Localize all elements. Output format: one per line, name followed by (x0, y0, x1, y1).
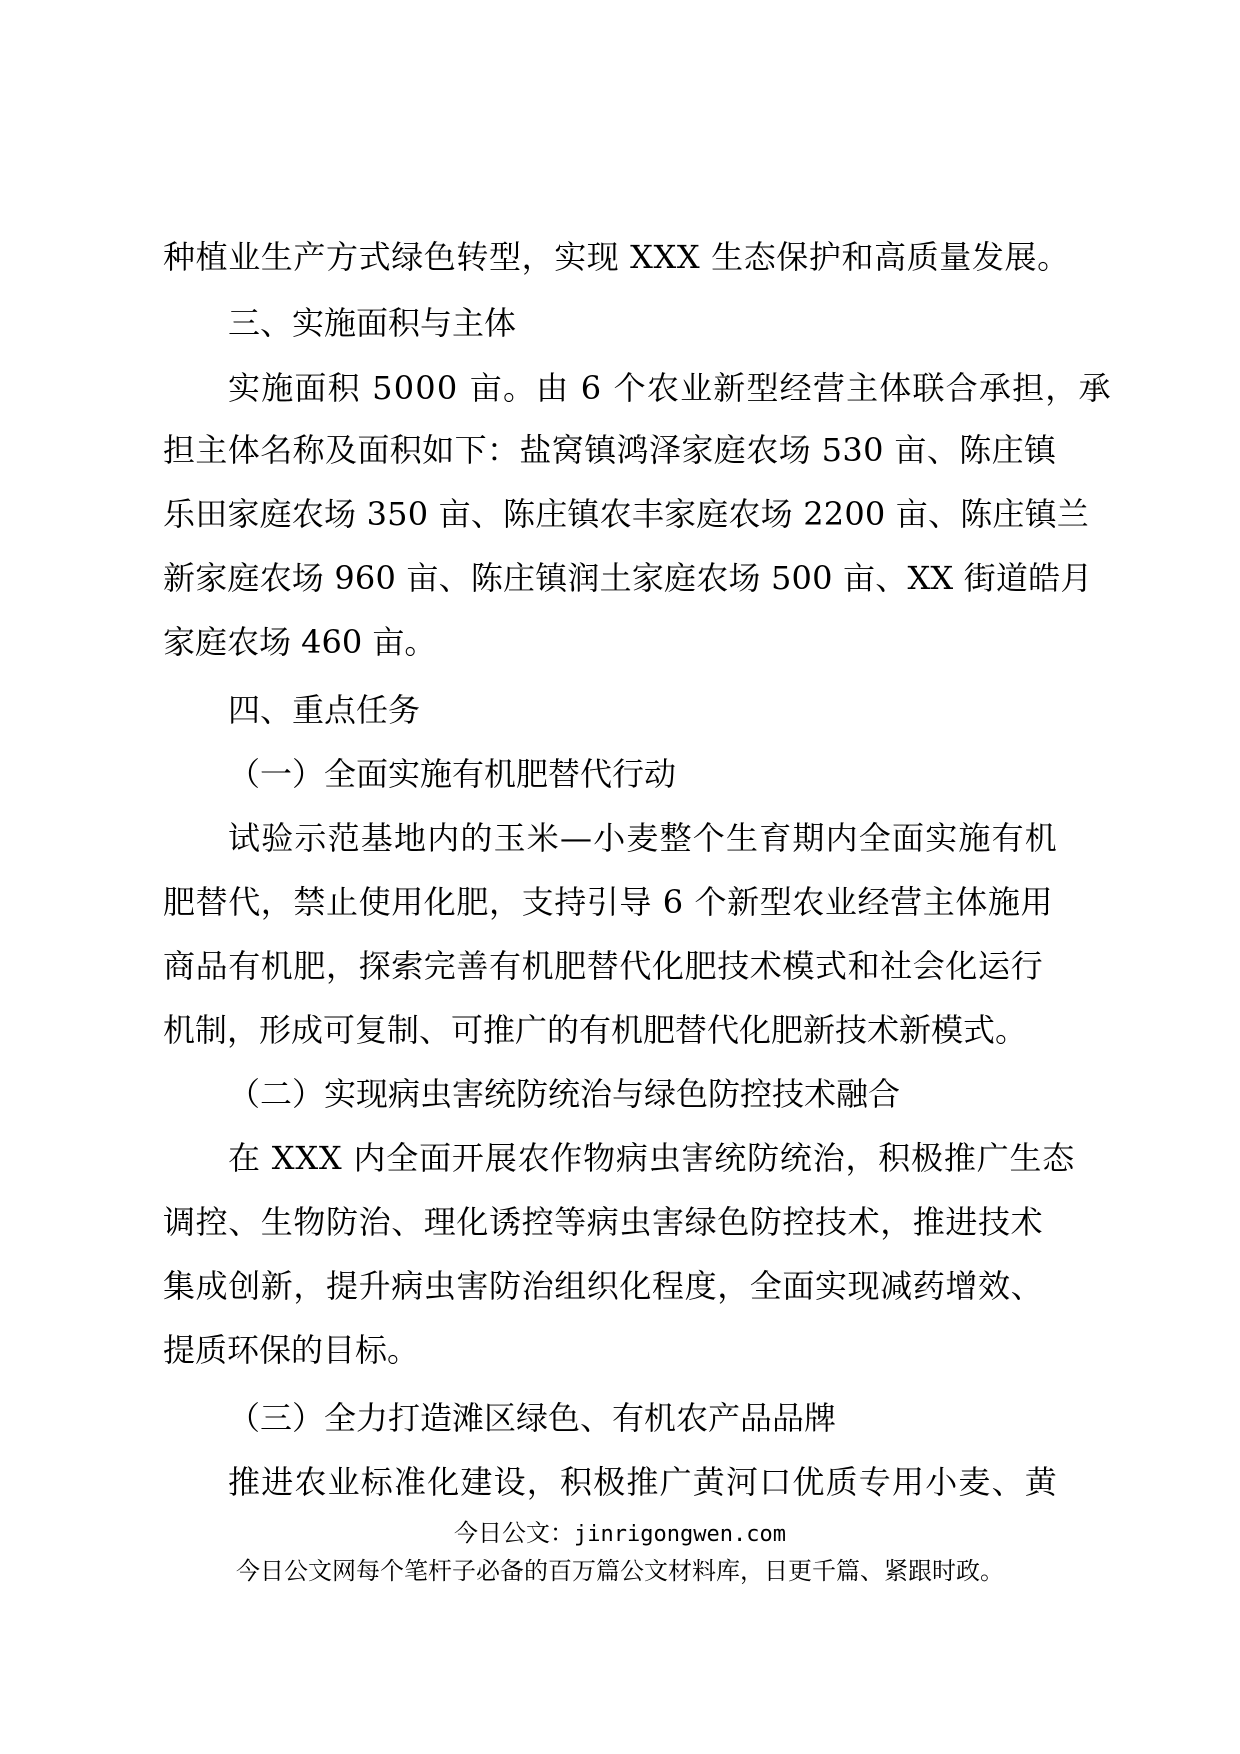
paragraph-line: 商品有机肥，探索完善有机肥替代化肥技术模式和社会化运行 (163, 947, 1044, 985)
paragraph-line: 实施面积 5000 亩。由 6 个农业新型经营主体联合承担，承 (228, 369, 1112, 407)
paragraph-line: 乐田家庭农场 350 亩、陈庄镇农丰家庭农场 2200 亩、陈庄镇兰 (163, 495, 1090, 533)
paragraph-line: 机制，形成可复制、可推广的有机肥替代化肥新技术新模式。 (163, 1011, 1028, 1049)
footer-site-line (0, 1518, 1240, 1550)
subsection-heading-2: （二）实现病虫害统防统治与绿色防控技术融合 (228, 1075, 901, 1113)
paragraph-line: 家庭农场 460 亩。 (163, 623, 437, 661)
paragraph-line: 提质环保的目标。 (163, 1331, 420, 1369)
paragraph-line: 集成创新，提升病虫害防治组织化程度，全面实现减药增效、 (163, 1267, 1044, 1305)
footer-slogan: 今日公文网每个笔杆子必备的百万篇公文材料库，日更千篇、紧跟时政。 (236, 1557, 1004, 1585)
section-heading-4: 四、重点任务 (228, 691, 421, 729)
paragraph-line: 肥替代，禁止使用化肥，支持引导 6 个新型农业经营主体施用 (163, 883, 1054, 921)
paragraph-line: 调控、生物防治、理化诱控等病虫害绿色防控技术，推进技术 (163, 1203, 1044, 1241)
footer-url-link[interactable]: jinrigongwen.com (574, 1522, 786, 1547)
footer-label: 今日公文： (454, 1519, 575, 1547)
paragraph-line: 在 XXX 内全面开展农作物病虫害统防统治，积极推广生态 (228, 1139, 1076, 1177)
paragraph-line: 种植业生产方式绿色转型，实现 XXX 生态保护和高质量发展。 (163, 238, 1070, 276)
paragraph-line: 担主体名称及面积如下：盐窝镇鸿泽家庭农场 530 亩、陈庄镇 (163, 431, 1057, 469)
paragraph-line: 推进农业标准化建设，积极推广黄河口优质专用小麦、黄 (228, 1463, 1059, 1501)
subsection-heading-3: （三）全力打造滩区绿色、有机农产品品牌 (228, 1399, 837, 1437)
paragraph-line: 试验示范基地内的玉米—小麦整个生育期内全面实施有机 (228, 819, 1059, 857)
paragraph-line: 新家庭农场 960 亩、陈庄镇润土家庭农场 500 亩、XX 街道皓月 (163, 559, 1093, 597)
subsection-heading-1: （一）全面实施有机肥替代行动 (228, 755, 677, 793)
section-heading-3: 三、实施面积与主体 (228, 304, 517, 342)
